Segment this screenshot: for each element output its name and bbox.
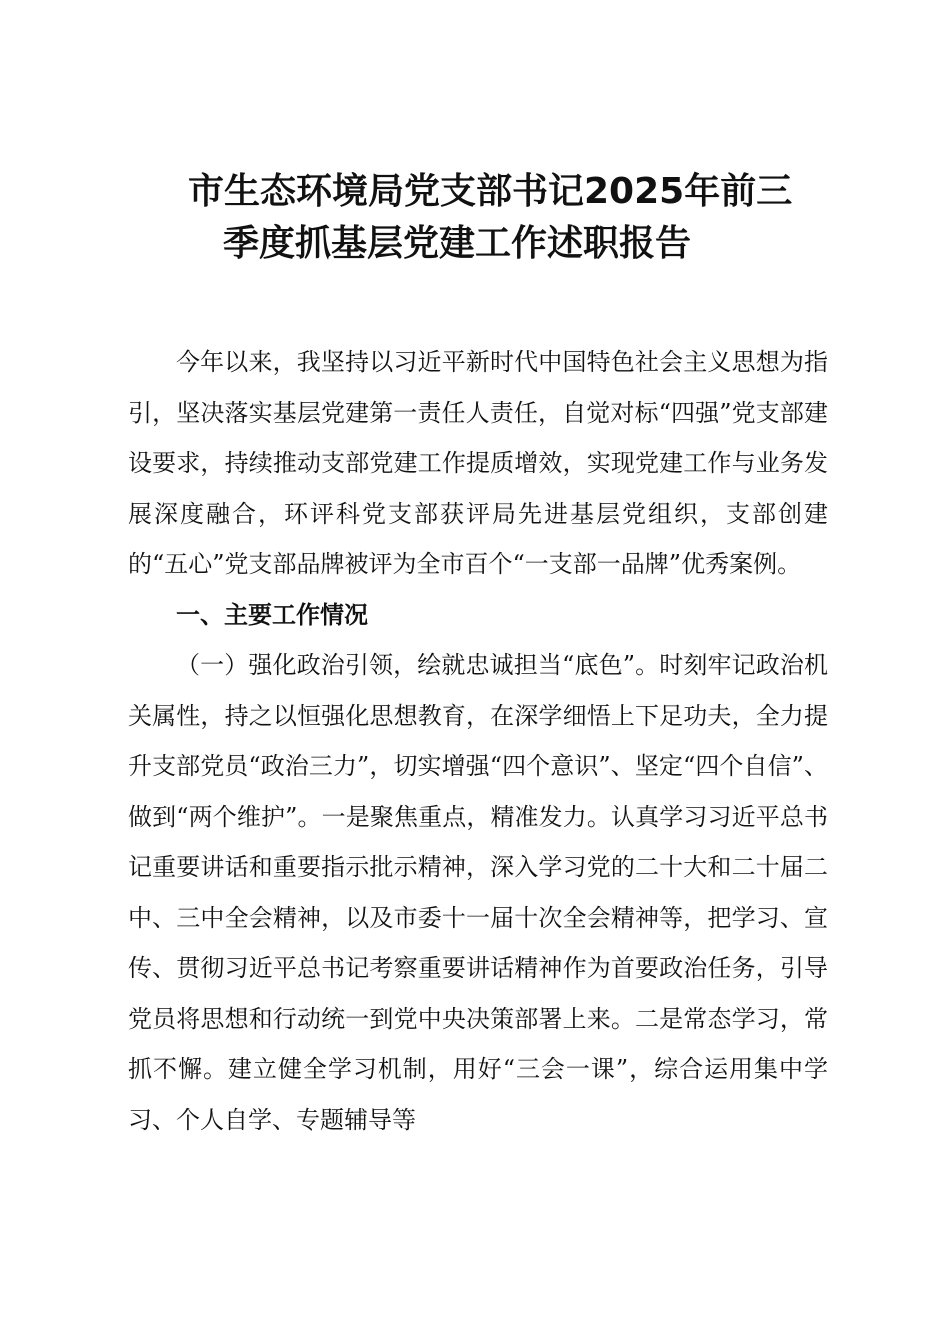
title-line-2: 季度抓基层党建工作述职报告 — [223, 223, 692, 264]
section-paragraph: （一）强化政治引领，绘就忠诚担当“底色”。时刻牢记政治机关属性，持之以恒强化思想教育，在深学细悟上下足功夫，全力提升支部党员“政治三力”，切实增强“四个意识”、坚定“四个自信”、做到“两个维护”。一是聚焦重点，精准发力。认真学习习近平总书记重要讲话和重要指示批示精神，深入学习党的二十大和二十届二中、三中全会精神，以及市委十一届十次全会精神等，把学习、宣传、贯彻习近平总书记考察重要讲话精神作为首要政治任务，引导党员将思想和行动统一到党中央决策部署上来。二是常态学习，常抓不懈。建立健全学习机制，用好“三会一课”，综合运用集中学习、个人自学、专题辅导等 — [128, 651, 828, 1134]
document-body — [128, 337, 828, 1145]
title-line-1: 市生态环境局党支部书记2025年前三 — [188, 171, 793, 212]
intro-paragraph: 今年以来，我坚持以习近平新时代中国特色社会主义思想为指引，坚决落实基层党建第一责任人责任，自觉对标“四强”党支部建设要求，持续推动支部党建工作提质增效，实现党建工作与业务发展深度融合，环评科党支部获评局先进基层党组织，支部创建的“五心”党支部品牌被评为全市百个“一支部一品牌”优秀案例。 — [128, 348, 828, 578]
section-heading: 一、主要工作情况 — [176, 600, 368, 629]
document-title — [150, 166, 850, 270]
